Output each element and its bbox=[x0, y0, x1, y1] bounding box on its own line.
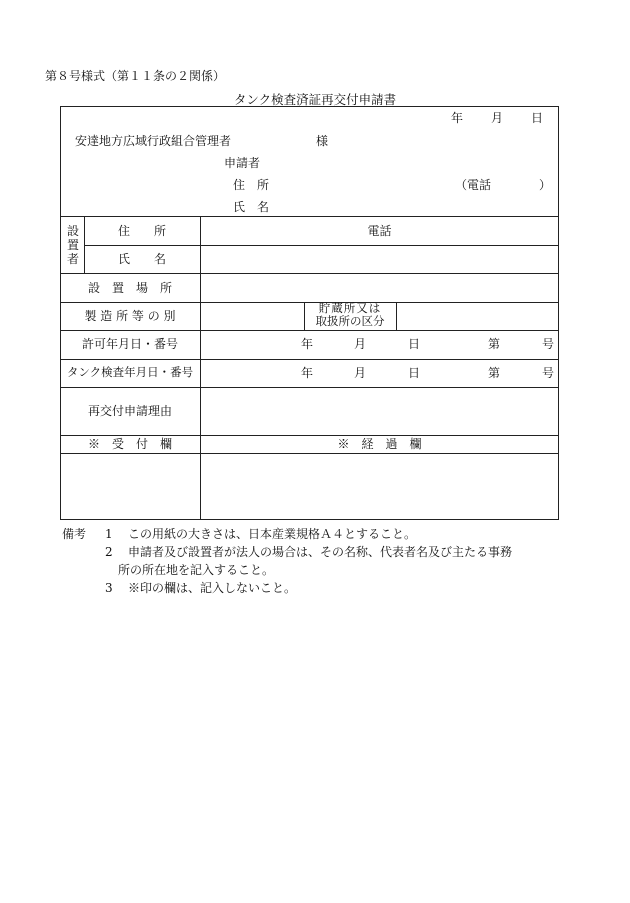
inspection-number-prefix: 第 bbox=[488, 366, 501, 380]
inspection-year: 年 bbox=[301, 366, 314, 380]
divider bbox=[60, 453, 559, 454]
note-number: 1 bbox=[105, 527, 113, 541]
permit-date-label: 許可年月日・番号 bbox=[81, 337, 178, 351]
reception-column-label: ※ 受 付 欄 bbox=[87, 437, 172, 451]
header-month: 月 bbox=[491, 111, 504, 125]
form-number-label: 第８号様式（第１１条の２関係） bbox=[45, 69, 226, 83]
note-text: 申請者及び設置者が法人の場合は、その名称、代表者名及び主たる事務 bbox=[128, 545, 513, 559]
divider bbox=[60, 273, 559, 274]
inspection-number-suffix: 号 bbox=[542, 366, 555, 380]
note-text: この用紙の大きさは、日本産業規格Ａ４とすること。 bbox=[128, 527, 417, 541]
note-number: 2 bbox=[105, 545, 113, 559]
permit-month: 月 bbox=[354, 337, 367, 351]
inspection-day: 日 bbox=[408, 366, 421, 380]
applicant-name-label: 氏 名 bbox=[233, 200, 270, 214]
inspection-date-label: タンク検査年月日・番号 bbox=[66, 365, 194, 379]
divider bbox=[396, 302, 397, 330]
permit-year: 年 bbox=[301, 337, 314, 351]
notes-label: 備考 bbox=[62, 527, 87, 541]
divider bbox=[60, 387, 559, 388]
permit-number-suffix: 号 bbox=[542, 337, 555, 351]
divider bbox=[60, 435, 559, 436]
note-text: ※印の欄は、記入しないこと。 bbox=[128, 581, 297, 595]
note-number: 3 bbox=[105, 581, 113, 595]
applicant-label: 申請者 bbox=[224, 156, 261, 170]
applicant-address-label: 住 所 bbox=[233, 178, 270, 192]
storage-category-label-line1: 貯蔵所又は bbox=[318, 301, 382, 315]
divider bbox=[84, 245, 559, 246]
honorific: 様 bbox=[316, 134, 329, 148]
installer-label: 設置者 bbox=[66, 224, 79, 266]
facility-type-label: 製 造 所 等 の 別 bbox=[84, 309, 176, 323]
storage-category-label-line2: 取扱所の区分 bbox=[315, 314, 385, 328]
header-year: 年 bbox=[451, 111, 464, 125]
permit-number-prefix: 第 bbox=[488, 337, 501, 351]
progress-column-label: ※ 経 過 欄 bbox=[337, 437, 422, 451]
header-day: 日 bbox=[531, 111, 544, 125]
installer-phone-label: 電話 bbox=[367, 224, 392, 238]
inspection-month: 月 bbox=[354, 366, 367, 380]
divider bbox=[200, 216, 201, 520]
applicant-phone-label: （電話 ） bbox=[455, 178, 552, 192]
divider bbox=[60, 216, 559, 217]
divider bbox=[60, 330, 559, 331]
permit-day: 日 bbox=[408, 337, 421, 351]
reissue-reason-label: 再交付申請理由 bbox=[87, 404, 172, 418]
document-title: タンク検査済証再交付申請書 bbox=[233, 92, 397, 107]
divider bbox=[60, 359, 559, 360]
installer-address-label: 住 所 bbox=[117, 224, 166, 238]
addressee: 安達地方広域行政組合管理者 bbox=[75, 134, 232, 148]
note-text: 所の所在地を記入すること。 bbox=[118, 563, 275, 577]
installer-name-label: 氏 名 bbox=[117, 252, 166, 266]
installation-location-label: 設 置 場 所 bbox=[87, 281, 172, 295]
